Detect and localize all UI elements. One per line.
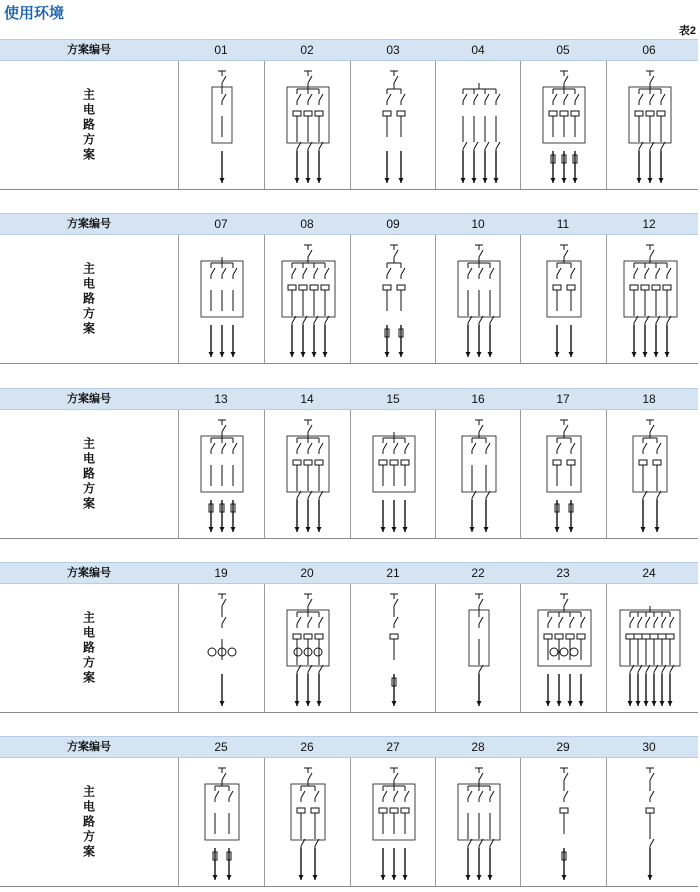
main-circuit-label-text: 主电路方案 <box>81 87 96 163</box>
circuit-diagram <box>521 235 607 363</box>
circuit-diagram <box>436 410 522 538</box>
scheme-number: 26 <box>300 740 314 754</box>
scheme-number: 03 <box>386 43 400 57</box>
scheme-number: 11 <box>556 217 570 231</box>
scheme-table-block <box>0 213 698 365</box>
scheme-number: 04 <box>471 43 485 57</box>
main-circuit-label-text: 主电路方案 <box>81 436 96 512</box>
main-circuit-label <box>0 235 178 363</box>
scheme-number: 16 <box>471 392 485 406</box>
circuit-diagram <box>179 584 265 712</box>
scheme-number-header: 方案编号 <box>67 218 111 230</box>
scheme-number: 21 <box>386 566 400 580</box>
scheme-number: 02 <box>300 43 314 57</box>
scheme-number-header: 方案编号 <box>67 567 111 579</box>
scheme-number: 19 <box>214 566 228 580</box>
main-circuit-label <box>0 758 178 886</box>
scheme-number: 06 <box>642 43 656 57</box>
circuit-diagram <box>179 410 265 538</box>
main-circuit-label-text: 主电路方案 <box>81 610 96 686</box>
table-bottom-border <box>0 886 698 887</box>
circuit-diagram <box>436 758 522 886</box>
scheme-number-header: 方案编号 <box>67 44 111 56</box>
scheme-number: 24 <box>642 566 656 580</box>
circuit-diagram <box>179 758 265 886</box>
main-circuit-label-text: 主电路方案 <box>81 784 96 860</box>
scheme-number: 01 <box>214 43 228 57</box>
scheme-number: 13 <box>214 392 228 406</box>
scheme-number: 14 <box>300 392 314 406</box>
main-circuit-label-text: 主电路方案 <box>81 261 96 337</box>
scheme-number: 09 <box>386 217 400 231</box>
circuit-diagram <box>521 410 607 538</box>
circuit-diagram <box>607 410 693 538</box>
scheme-number: 10 <box>471 217 485 231</box>
scheme-table-block <box>0 388 698 540</box>
scheme-number: 25 <box>214 740 228 754</box>
scheme-number: 17 <box>556 392 570 406</box>
scheme-number: 15 <box>386 392 400 406</box>
main-circuit-label <box>0 61 178 189</box>
table-header-row <box>0 39 698 61</box>
table-header-row <box>0 213 698 235</box>
scheme-number-header: 方案编号 <box>67 741 111 753</box>
circuit-diagram <box>436 235 522 363</box>
page-title: 使用环境 <box>4 5 65 22</box>
circuit-diagram <box>265 758 351 886</box>
table-header-row <box>0 388 698 410</box>
circuit-diagram <box>265 235 351 363</box>
circuit-diagram <box>265 61 351 189</box>
table-header-row <box>0 562 698 584</box>
scheme-number: 18 <box>642 392 656 406</box>
circuit-diagram <box>179 61 265 189</box>
circuit-diagram <box>351 584 437 712</box>
main-circuit-label <box>0 410 178 538</box>
circuit-diagram <box>607 61 693 189</box>
circuit-diagram <box>351 758 437 886</box>
circuit-diagram <box>521 61 607 189</box>
circuit-diagram <box>521 584 607 712</box>
table-label: 表2 <box>678 25 696 37</box>
scheme-number: 28 <box>471 740 485 754</box>
circuit-diagram <box>265 584 351 712</box>
circuit-diagram <box>265 410 351 538</box>
scheme-number: 07 <box>214 217 228 231</box>
circuit-diagram <box>607 758 693 886</box>
scheme-number: 12 <box>642 217 656 231</box>
scheme-table-block <box>0 39 698 191</box>
circuit-diagram <box>179 235 265 363</box>
scheme-number: 22 <box>471 566 485 580</box>
circuit-diagram <box>521 758 607 886</box>
circuit-diagram <box>351 61 437 189</box>
main-circuit-label <box>0 584 178 712</box>
scheme-number: 30 <box>642 740 656 754</box>
scheme-number: 23 <box>556 566 570 580</box>
table-bottom-border <box>0 363 698 364</box>
scheme-number: 20 <box>300 566 314 580</box>
circuit-diagram <box>351 235 437 363</box>
scheme-table-block <box>0 562 698 714</box>
circuit-diagram <box>436 584 522 712</box>
scheme-number: 29 <box>556 740 570 754</box>
scheme-number: 27 <box>386 740 400 754</box>
table-bottom-border <box>0 538 698 539</box>
circuit-diagram <box>607 235 693 363</box>
scheme-table-block <box>0 736 698 888</box>
scheme-number: 08 <box>300 217 314 231</box>
circuit-diagram <box>351 410 437 538</box>
scheme-number: 05 <box>556 43 570 57</box>
circuit-diagram <box>607 584 693 712</box>
table-bottom-border <box>0 189 698 190</box>
table-header-row <box>0 736 698 758</box>
scheme-number-header: 方案编号 <box>67 393 111 405</box>
table-bottom-border <box>0 712 698 713</box>
circuit-diagram <box>436 61 522 189</box>
